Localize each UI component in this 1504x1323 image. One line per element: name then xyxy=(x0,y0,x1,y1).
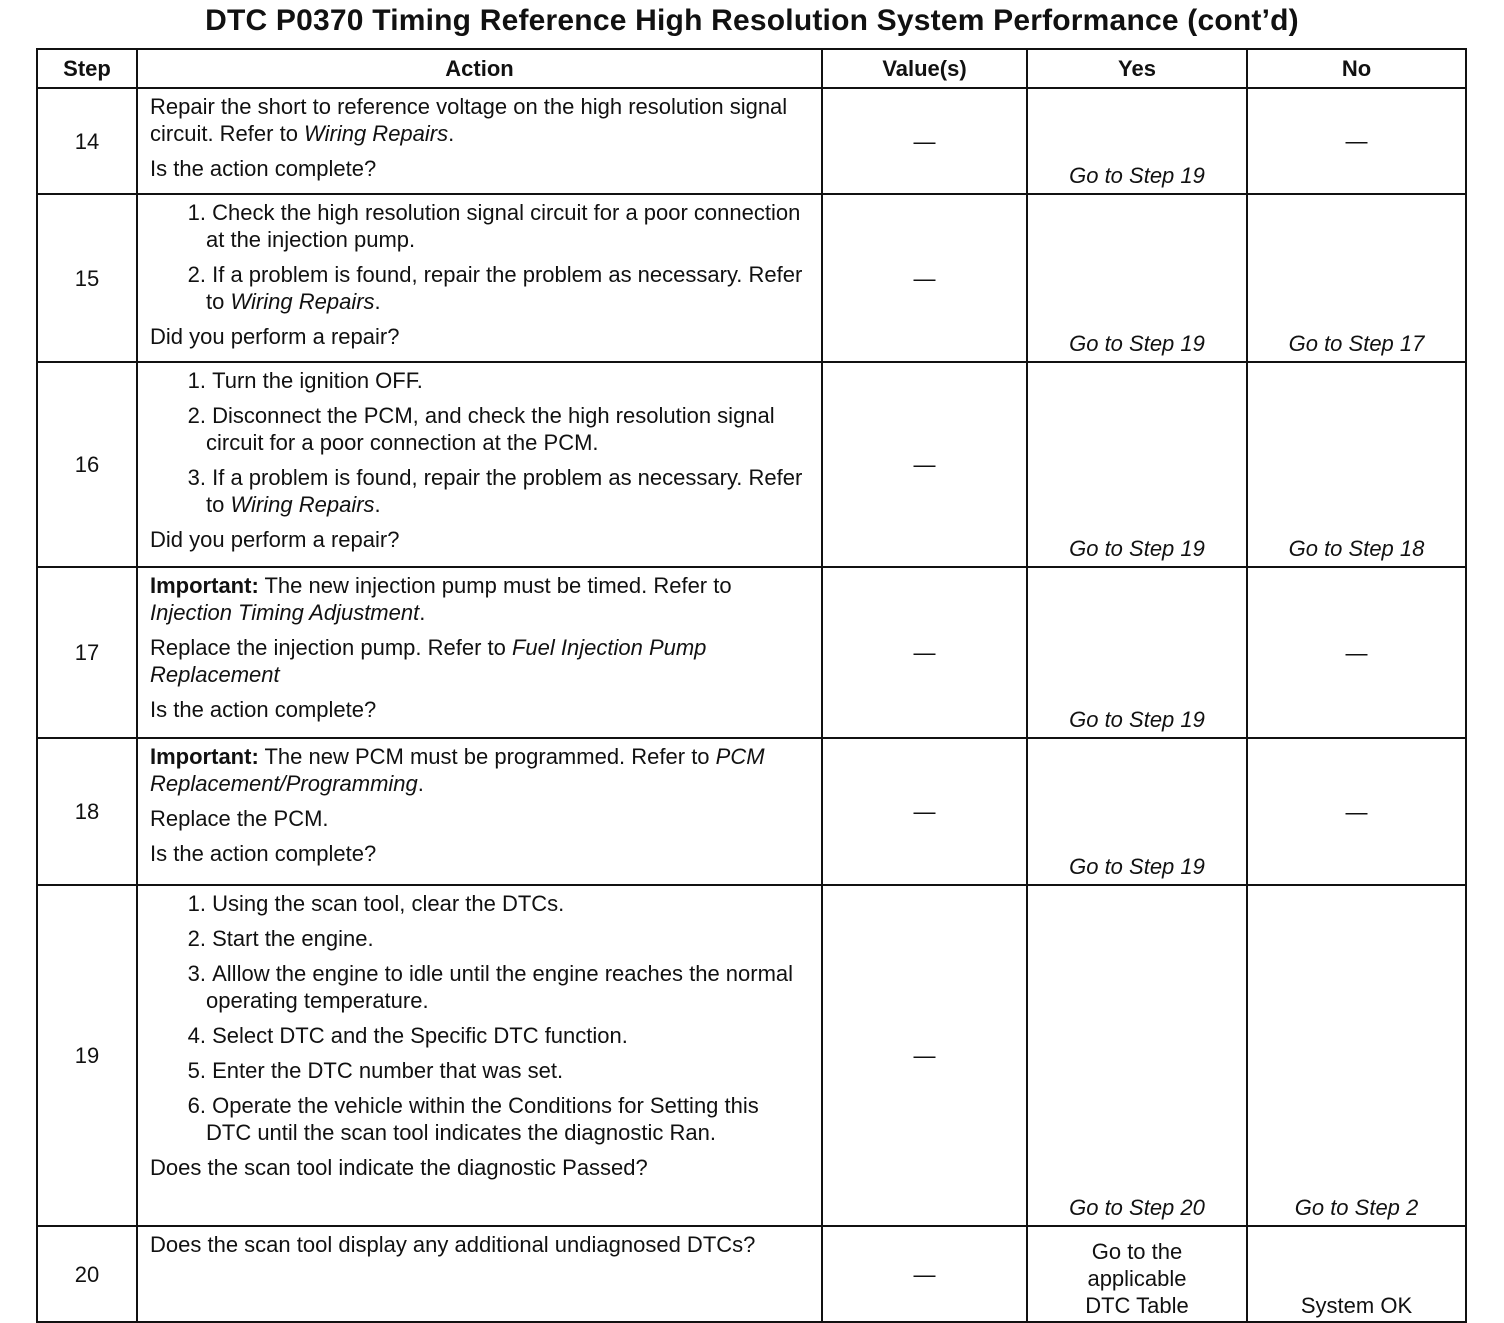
no-dash: — xyxy=(1345,640,1368,665)
list-item: 1. Check the high resolution signal circuit for a poor connection at the injection pump. xyxy=(187,200,801,252)
action-question: Did you perform a repair? xyxy=(150,324,400,349)
diagnostic-table xyxy=(36,48,1467,1323)
table-row xyxy=(37,88,1466,194)
table-row xyxy=(37,362,1466,567)
yes-cell xyxy=(1027,1226,1247,1322)
action-question: Does the scan tool display any additional undiagnosed DTCs? xyxy=(150,1232,756,1257)
step-number: 14 xyxy=(37,88,137,194)
no-result: System OK xyxy=(1300,1293,1413,1318)
no-cell xyxy=(1247,1226,1466,1322)
list-item: 5. Enter the DTC number that was set. xyxy=(187,1058,564,1083)
no-goto: Go to Step 2 xyxy=(1294,1195,1419,1220)
table-row xyxy=(37,885,1466,1226)
important-label: Important: xyxy=(150,744,259,769)
yes-goto: Go to Step 20 xyxy=(1069,1195,1205,1220)
action-text: Replace the PCM. xyxy=(150,806,329,831)
action-list xyxy=(150,367,809,518)
value-cell: — xyxy=(822,362,1027,567)
reference-link: Fuel Injection Pump Replacement xyxy=(150,635,707,687)
value-cell: — xyxy=(822,567,1027,738)
yes-result: Go to the applicable DTC Table xyxy=(1085,1239,1189,1318)
list-item: 2. If a problem is found, repair the problem as necessary. Refer to Wiring Repairs. xyxy=(187,262,803,314)
reference-link: Wiring Repairs xyxy=(230,289,375,314)
action-text: Replace the injection pump. Refer to Fuel Injection Pump Replacement xyxy=(150,635,707,687)
action-text: Repair the short to reference voltage on the high resolution signal circuit. Refer to Wiring Repairs. xyxy=(150,94,788,146)
reference-link: Injection Timing Adjustment xyxy=(150,600,420,625)
step-number: 16 xyxy=(37,362,137,567)
list-item: 3. If a problem is found, repair the problem as necessary. Refer to Wiring Repairs. xyxy=(187,465,803,517)
table-header-row xyxy=(37,49,1466,88)
list-item: 1. Turn the ignition OFF. xyxy=(187,368,423,393)
value-cell: — xyxy=(822,88,1027,194)
table-row xyxy=(37,194,1466,362)
action-list xyxy=(150,199,809,315)
page-title: DTC P0370 Timing Reference High Resolution System Performance (cont’d) xyxy=(205,4,1299,37)
step-number: 17 xyxy=(37,567,137,738)
header-action: Action xyxy=(137,49,822,88)
yes-cell xyxy=(1027,362,1247,567)
header-step: Step xyxy=(37,49,137,88)
no-cell xyxy=(1247,885,1466,1226)
action-cell xyxy=(137,88,822,194)
list-item: 6. Operate the vehicle within the Conditions for Setting this DTC until the scan tool indicates the diagnostic Ran. xyxy=(187,1093,759,1145)
no-cell xyxy=(1247,88,1466,194)
yes-cell xyxy=(1027,567,1247,738)
no-cell xyxy=(1247,738,1466,885)
action-cell xyxy=(137,885,822,1226)
action-question: Is the action complete? xyxy=(150,841,377,866)
action-cell xyxy=(137,194,822,362)
yes-goto: Go to Step 19 xyxy=(1069,536,1205,561)
table-row xyxy=(37,567,1466,738)
action-question: Is the action complete? xyxy=(150,156,377,181)
important-note: Important: The new PCM must be programmed. Refer to PCM Replacement/Programming. xyxy=(150,744,765,796)
reference-link: Wiring Repairs xyxy=(304,121,449,146)
header-yes: Yes xyxy=(1027,49,1247,88)
value-cell: — xyxy=(822,194,1027,362)
list-item: 3. Alllow the engine to idle until the engine reaches the normal operating temperature. xyxy=(187,961,794,1013)
table-row xyxy=(37,1226,1466,1322)
no-cell xyxy=(1247,194,1466,362)
yes-cell xyxy=(1027,194,1247,362)
step-number: 15 xyxy=(37,194,137,362)
action-cell xyxy=(137,738,822,885)
no-goto: Go to Step 17 xyxy=(1288,331,1425,356)
step-number: 18 xyxy=(37,738,137,885)
action-list xyxy=(150,890,809,1146)
action-cell xyxy=(137,1226,822,1322)
list-item: 2. Start the engine. xyxy=(187,926,374,951)
step-number: 20 xyxy=(37,1226,137,1322)
yes-cell xyxy=(1027,738,1247,885)
step-number: 19 xyxy=(37,885,137,1226)
no-goto: Go to Step 18 xyxy=(1288,536,1425,561)
yes-cell xyxy=(1027,885,1247,1226)
action-question: Did you perform a repair? xyxy=(150,527,400,552)
list-item: 1. Using the scan tool, clear the DTCs. xyxy=(187,891,565,916)
action-question: Is the action complete? xyxy=(150,697,377,722)
yes-goto: Go to Step 19 xyxy=(1069,854,1205,879)
action-cell xyxy=(137,362,822,567)
yes-cell xyxy=(1027,88,1247,194)
important-note: Important: The new injection pump must be timed. Refer to Injection Timing Adjustment. xyxy=(150,573,732,625)
reference-link: Wiring Repairs xyxy=(230,492,375,517)
list-item: 2. Disconnect the PCM, and check the high resolution signal circuit for a poor connection at the PCM. xyxy=(187,403,775,455)
list-item: 4. Select DTC and the Specific DTC function. xyxy=(187,1023,628,1048)
important-label: Important: xyxy=(150,573,259,598)
yes-goto: Go to Step 19 xyxy=(1069,707,1205,732)
reference-link: PCM Replacement/Programming xyxy=(150,744,765,796)
header-value: Value(s) xyxy=(822,49,1027,88)
no-cell xyxy=(1247,567,1466,738)
no-dash: — xyxy=(1345,128,1368,154)
header-no: No xyxy=(1247,49,1466,88)
no-cell xyxy=(1247,362,1466,567)
action-question: Does the scan tool indicate the diagnostic Passed? xyxy=(150,1155,648,1180)
no-dash: — xyxy=(1345,799,1368,824)
yes-goto: Go to Step 19 xyxy=(1069,163,1205,188)
value-cell: — xyxy=(822,885,1027,1226)
action-cell xyxy=(137,567,822,738)
value-cell: — xyxy=(822,738,1027,885)
yes-goto: Go to Step 19 xyxy=(1069,331,1205,356)
table-row xyxy=(37,738,1466,885)
value-cell: — xyxy=(822,1226,1027,1322)
